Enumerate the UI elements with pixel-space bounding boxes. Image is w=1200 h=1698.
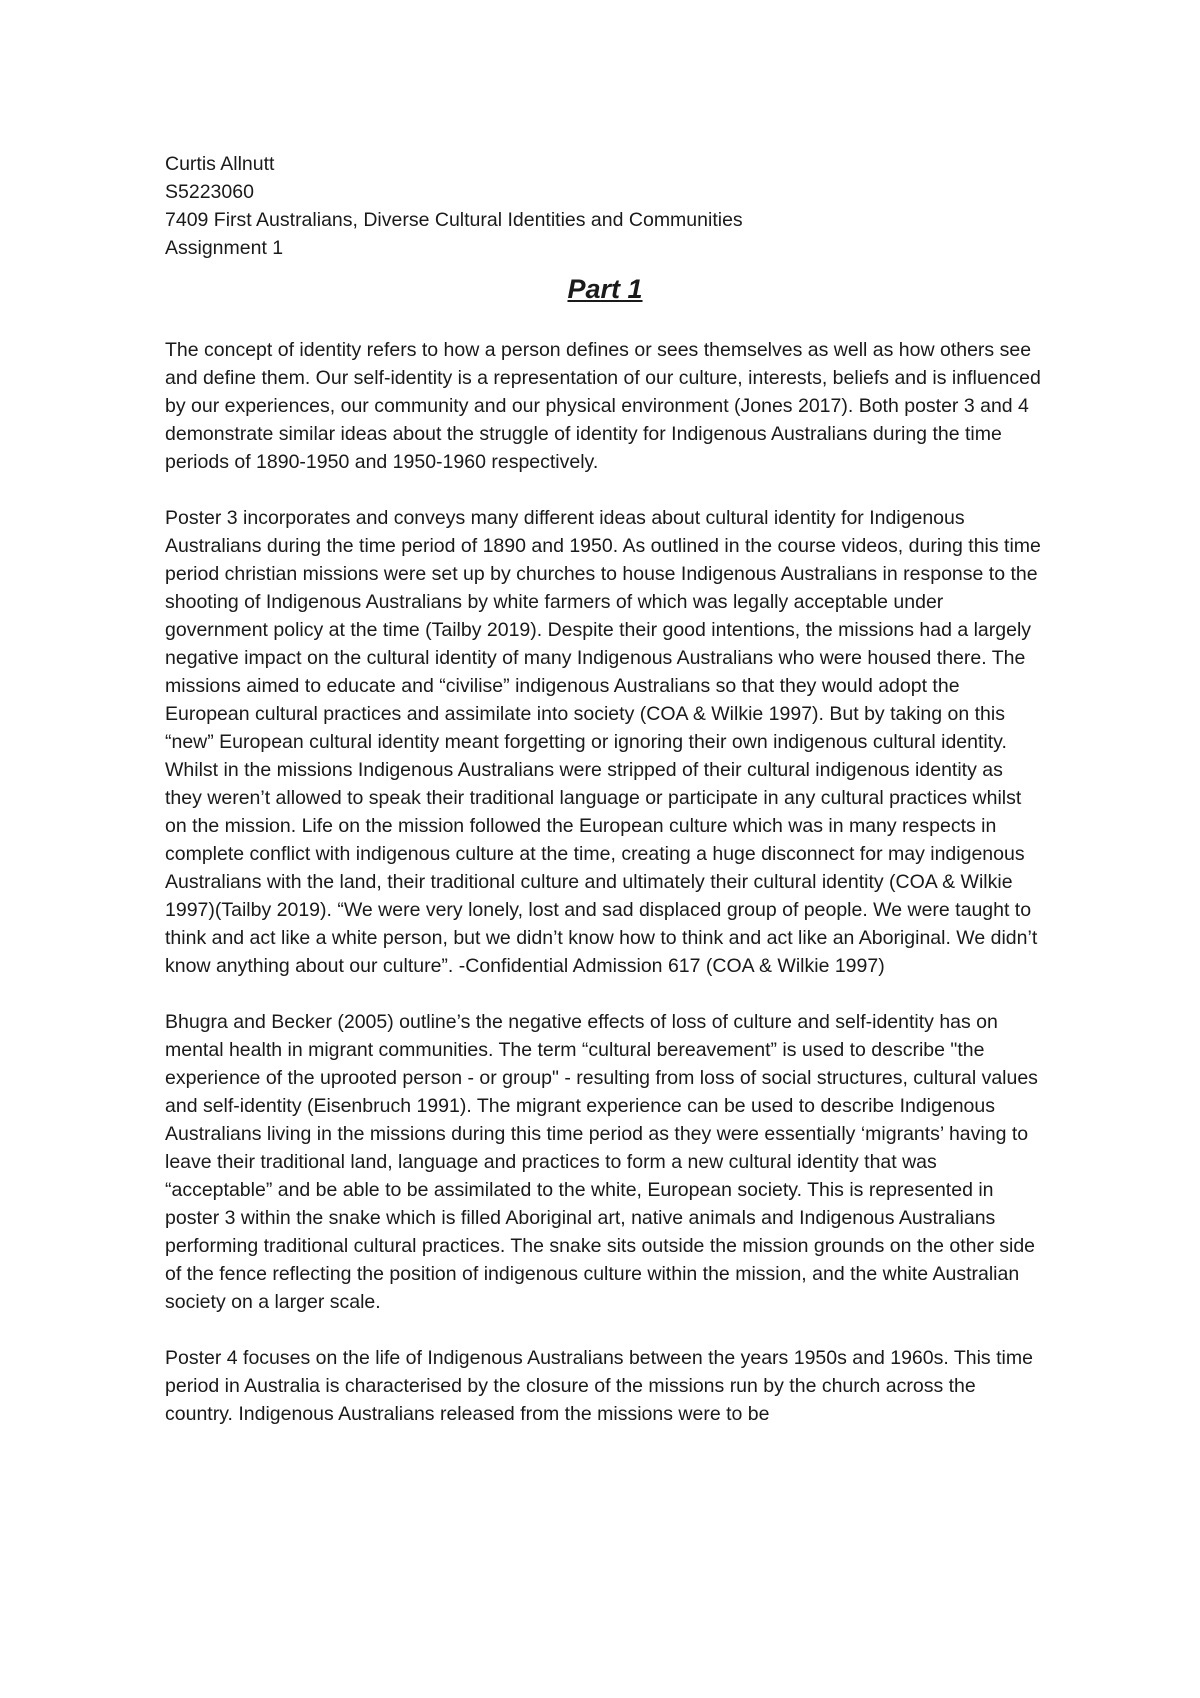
document-page — [165, 150, 1045, 1456]
part-title: Part 1 — [567, 274, 643, 304]
assignment-label: Assignment 1 — [165, 237, 284, 259]
paragraph-poster-4: Poster 4 focuses on the life of Indigenous Australians between the years 1950s and 1960s. This time period in Australia is characterised by the closure of the missions run by the church across the country. Indigenous Australians released from the missions were to be — [165, 1347, 1033, 1425]
student-id: S5223060 — [165, 181, 254, 203]
document-header — [165, 150, 1045, 262]
author-name: Curtis Allnutt — [165, 153, 275, 175]
paragraph-poster-3: Poster 3 incorporates and conveys many different ideas about cultural identity for Indigenous Australians during the time period of 1890 and 1950. As outlined in the course videos, during this time period christian missions were set up by churches to house Indigenous Australians in response to the shooting of Indigenous Australians by white farmers of which was legally acceptable under government policy at the time (Tailby 2019). Despite their good intentions, the missions had a largely negative impact on the cultural identity of many Indigenous Australians who were housed there. The missions aimed to educate and “civilise” indigenous Australians so that they would adopt the European cultural practices and assimilate into society (COA & Wilkie 1997). But by taking on this “new” European cultural identity meant forgetting or ignoring their own indigenous cultural identity. Whilst in the missions Indigenous Australians were stripped of their cultural indigenous identity as they weren’t allowed to speak their traditional language or participate in any cultural practices whilst on the mission. Life on the mission followed the European culture which was in many respects in complete conflict with indigenous culture at the time, creating a huge disconnect for may indigenous Australians with the land, their traditional culture and ultimately their cultural identity (COA & Wilkie 1997)(Tailby 2019). “We were very lonely, lost and sad displaced group of people. We were taught to think and act like a white person, but we didn’t know how to think and act like an Aboriginal. We didn’t know anything about our culture”. -Confidential Admission 617 (COA & Wilkie 1997) — [165, 507, 1041, 977]
paragraph-identity-intro: The concept of identity refers to how a person defines or sees themselves as well as how others see and define them. Our self-identity is a representation of our culture, interests, beliefs and is influenced by our experiences, our community and our physical environment (Jones 2017). Both poster 3 and 4 demonstrate similar ideas about the struggle of identity for Indigenous Australians during the time periods of 1890-1950 and 1950-1960 respectively. — [165, 339, 1041, 473]
course-title: 7409 First Australians, Diverse Cultural Identities and Communities — [165, 209, 743, 231]
paragraph-cultural-bereavement: Bhugra and Becker (2005) outline’s the negative effects of loss of culture and self-identity has on mental health in migrant communities. The term “cultural bereavement” is used to describe "the experience of the uprooted person - or group" - resulting from loss of social structures, cultural values and self-identity (Eisenbruch 1991). The migrant experience can be used to describe Indigenous Australians living in the missions during this time period as they were essentially ‘migrants’ having to leave their traditional land, language and practices to form a new cultural identity that was “acceptable” and be able to be assimilated to the white, European society. This is represented in poster 3 within the snake which is filled Aboriginal art, native animals and Indigenous Australians performing traditional cultural practices. The snake sits outside the mission grounds on the other side of the fence reflecting the position of indigenous culture within the mission, and the white Australian society on a larger scale. — [165, 1011, 1038, 1313]
